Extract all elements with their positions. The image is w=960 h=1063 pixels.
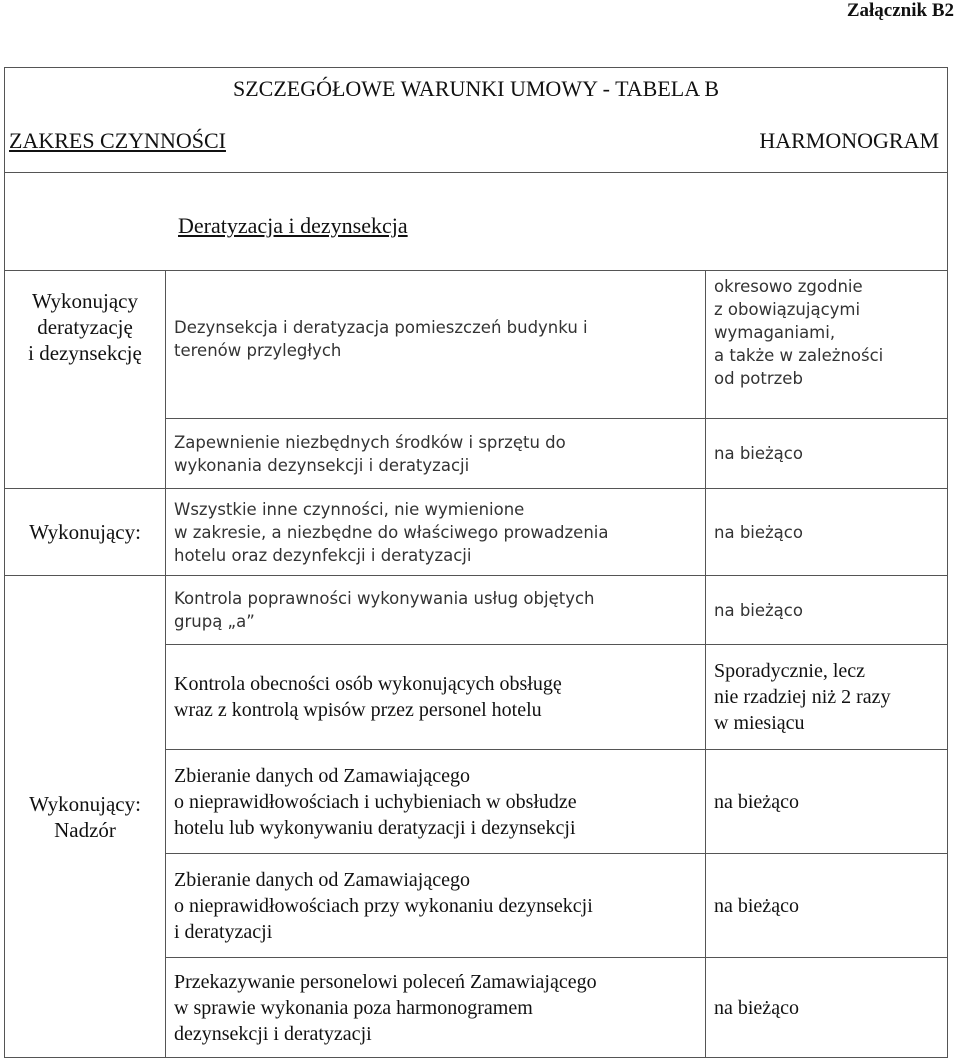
task-line: Zapewnienie niezbędnych środków i sprzętu do xyxy=(174,432,566,452)
schedule-line: z obowiązującymi xyxy=(714,300,861,319)
schedule-line: od potrzeb xyxy=(714,369,803,388)
schedule-line: okresowo zgodnie xyxy=(714,277,863,296)
section-row xyxy=(5,173,948,271)
schedule-cell xyxy=(706,271,948,419)
task-line: hotelu oraz dezynfekcji i deratyzacji xyxy=(174,545,472,565)
task-line: w zakresie, a niezbędne do właściwego prowadzenia xyxy=(174,522,609,542)
task-cell xyxy=(166,419,706,489)
task-cell xyxy=(166,489,706,576)
task-line: terenów przyległych xyxy=(174,341,342,360)
role-cell-3 xyxy=(5,576,166,1058)
task-cell xyxy=(166,576,706,645)
schedule-cell xyxy=(706,645,948,750)
task-line: Wszystkie inne czynności, nie wymienione xyxy=(174,499,525,519)
task-line: dezynsekcji i deratyzacji xyxy=(174,1022,372,1045)
role-line: i dezynsekcję xyxy=(28,341,142,365)
task-cell xyxy=(166,854,706,958)
task-line: Kontrola obecności osób wykonujących obsługę xyxy=(174,673,562,695)
schedule-cell xyxy=(706,489,948,576)
task-cell xyxy=(166,750,706,854)
role-line: Wykonujący: xyxy=(29,791,141,816)
scope-label: ZAKRES CZYNNOŚCI xyxy=(9,128,226,153)
task-cell xyxy=(166,645,706,750)
task-line: w sprawie wykonania poza harmonogramem xyxy=(174,996,533,1019)
annex-label: Załącznik B2 xyxy=(846,0,954,21)
conditions-table xyxy=(4,67,948,1058)
role-line: Wykonujący: xyxy=(29,520,141,544)
schedule-line: na bieżąco xyxy=(714,996,799,1019)
table-title: SZCZEGÓŁOWE WARUNKI UMOWY - TABELA B xyxy=(232,76,720,101)
schedule-label: HARMONOGRAM xyxy=(759,128,940,153)
schedule-cell xyxy=(706,576,948,645)
task-line: Zbieranie danych od Zamawiającego xyxy=(174,764,470,787)
task-line: Kontrola poprawności wykonywania usług objętych xyxy=(174,589,595,608)
section-cell xyxy=(5,173,948,271)
schedule-line: na bieżąco xyxy=(714,444,803,463)
table-header-row xyxy=(5,68,948,173)
task-line: wykonania dezynsekcji i deratyzacji xyxy=(174,455,470,475)
section-title: Deratyzacja i dezynsekcja xyxy=(178,213,408,238)
schedule-line: Sporadycznie, lecz xyxy=(714,660,866,682)
schedule-line: a także w zależności xyxy=(714,346,884,365)
task-cell xyxy=(166,271,706,419)
role-cell-1 xyxy=(5,271,166,489)
table-row xyxy=(5,271,948,419)
task-cell xyxy=(166,958,706,1058)
task-line: o nieprawidłowościach przy wykonaniu dezynsekcji xyxy=(174,894,593,917)
schedule-line: wymaganiami, xyxy=(714,323,836,342)
schedule-cell xyxy=(706,958,948,1058)
role-line: deratyzację xyxy=(37,315,133,339)
schedule-cell xyxy=(706,854,948,958)
table-header xyxy=(5,68,948,173)
table-row xyxy=(5,576,948,645)
task-line: wraz z kontrolą wpisów przez personel hotelu xyxy=(174,699,542,721)
table-row xyxy=(5,489,948,576)
schedule-cell xyxy=(706,419,948,489)
task-line: hotelu lub wykonywaniu deratyzacji i dezynsekcji xyxy=(174,816,576,839)
schedule-line: w miesiącu xyxy=(714,712,805,734)
task-line: grupą „a” xyxy=(174,612,255,631)
role-cell-2 xyxy=(5,489,166,576)
task-line: i deratyzacji xyxy=(174,920,273,943)
role-line: Nadzór xyxy=(54,817,116,842)
schedule-cell xyxy=(706,750,948,854)
schedule-line: nie rzadziej niż 2 razy xyxy=(714,686,891,708)
task-line: Dezynsekcja i deratyzacja pomieszczeń budynku i xyxy=(174,318,588,337)
task-line: o nieprawidłowościach i uchybieniach w obsłudze xyxy=(174,790,577,813)
role-line: Wykonujący xyxy=(31,289,139,313)
schedule-line: na bieżąco xyxy=(714,790,799,813)
task-line: Przekazywanie personelowi poleceń Zamawiającego xyxy=(174,970,597,993)
schedule-line: na bieżąco xyxy=(714,600,803,620)
task-line: Zbieranie danych od Zamawiającego xyxy=(174,868,470,891)
schedule-line: na bieżąco xyxy=(714,894,799,917)
schedule-line: na bieżąco xyxy=(714,522,803,542)
